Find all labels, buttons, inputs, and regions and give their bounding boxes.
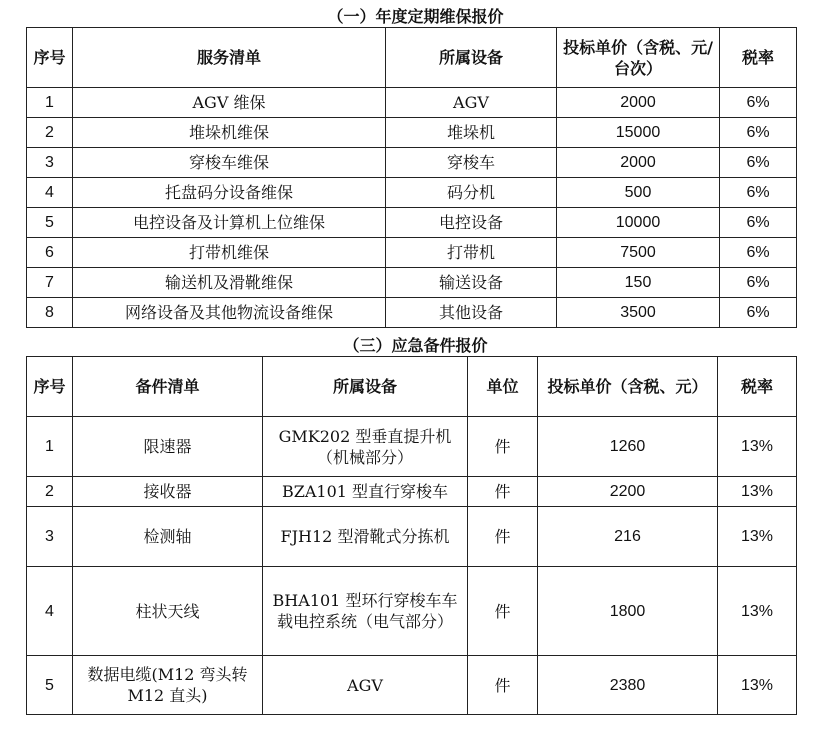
cell-price: 3500: [557, 298, 720, 328]
cell-device: 其他设备: [386, 298, 557, 328]
cell-device: FJH12 型滑靴式分拣机: [263, 507, 468, 567]
cell-tax: 6%: [720, 88, 797, 118]
cell-service: AGV 维保: [73, 88, 386, 118]
cell-price: 15000: [557, 118, 720, 148]
header-index: 序号: [27, 357, 73, 417]
cell-price: 7500: [557, 238, 720, 268]
cell-index: 5: [27, 208, 73, 238]
section1-title: （一）年度定期维保报价: [327, 7, 504, 26]
cell-price: 216: [538, 507, 718, 567]
cell-tax: 6%: [720, 118, 797, 148]
cell-index: 5: [27, 656, 73, 715]
table-row: [27, 178, 797, 208]
cell-price: 10000: [557, 208, 720, 238]
cell-device: 码分机: [386, 178, 557, 208]
header-unit: 单位: [468, 357, 538, 417]
cell-tax: 6%: [720, 268, 797, 298]
cell-index: 8: [27, 298, 73, 328]
cell-part: 数据电缆(M12 弯头转 M12 直头): [73, 656, 263, 715]
cell-unit: 件: [468, 567, 538, 656]
cell-device: AGV: [263, 656, 468, 715]
cell-price: 1260: [538, 417, 718, 477]
table-row: [27, 417, 797, 477]
cell-index: 4: [27, 567, 73, 656]
cell-tax: 6%: [720, 178, 797, 208]
cell-service: 托盘码分设备维保: [73, 178, 386, 208]
cell-price: 2000: [557, 88, 720, 118]
table-row: [27, 118, 797, 148]
cell-price: 150: [557, 268, 720, 298]
cell-index: 1: [27, 417, 73, 477]
cell-unit: 件: [468, 656, 538, 715]
cell-index: 6: [27, 238, 73, 268]
maintenance-price-table: [26, 27, 797, 328]
cell-index: 3: [27, 507, 73, 567]
header-price: 投标单价（含税、元/台次）: [557, 28, 720, 88]
cell-tax: 13%: [718, 507, 797, 567]
cell-device: 输送设备: [386, 268, 557, 298]
cell-index: 2: [27, 118, 73, 148]
table-row: [27, 477, 797, 507]
header-service: 服务清单: [73, 28, 386, 88]
table-row: [27, 298, 797, 328]
table-row: [27, 238, 797, 268]
cell-tax: 13%: [718, 656, 797, 715]
cell-device: AGV: [386, 88, 557, 118]
header-price: 投标单价（含税、元）: [538, 357, 718, 417]
header-device: 所属设备: [386, 28, 557, 88]
cell-service: 穿梭车维保: [73, 148, 386, 178]
cell-part: 接收器: [73, 477, 263, 507]
table-row: [27, 268, 797, 298]
cell-service: 输送机及滑靴维保: [73, 268, 386, 298]
cell-tax: 13%: [718, 477, 797, 507]
table-row: [27, 507, 797, 567]
cell-service: 堆垛机维保: [73, 118, 386, 148]
cell-index: 7: [27, 268, 73, 298]
section2-title: （三）应急备件报价: [343, 336, 488, 355]
cell-price: 2000: [557, 148, 720, 178]
cell-index: 1: [27, 88, 73, 118]
header-index: 序号: [27, 28, 73, 88]
table-header-row: [27, 28, 797, 88]
cell-part: 限速器: [73, 417, 263, 477]
cell-price: 2200: [538, 477, 718, 507]
cell-price: 500: [557, 178, 720, 208]
cell-service: 电控设备及计算机上位维保: [73, 208, 386, 238]
cell-device: 电控设备: [386, 208, 557, 238]
cell-service: 网络设备及其他物流设备维保: [73, 298, 386, 328]
table-row: [27, 656, 797, 715]
spare-parts-price-table: [26, 356, 797, 715]
cell-device: GMK202 型垂直提升机（机械部分）: [263, 417, 468, 477]
cell-service: 打带机维保: [73, 238, 386, 268]
header-tax: 税率: [718, 357, 797, 417]
cell-unit: 件: [468, 507, 538, 567]
cell-device: 穿梭车: [386, 148, 557, 178]
cell-tax: 6%: [720, 148, 797, 178]
cell-tax: 13%: [718, 417, 797, 477]
cell-tax: 6%: [720, 298, 797, 328]
header-part: 备件清单: [73, 357, 263, 417]
cell-price: 1800: [538, 567, 718, 656]
cell-index: 3: [27, 148, 73, 178]
cell-unit: 件: [468, 417, 538, 477]
cell-index: 2: [27, 477, 73, 507]
cell-device: BHA101 型环行穿梭车车载电控系统（电气部分）: [263, 567, 468, 656]
header-tax: 税率: [720, 28, 797, 88]
cell-tax: 13%: [718, 567, 797, 656]
cell-price: 2380: [538, 656, 718, 715]
cell-part: 检测轴: [73, 507, 263, 567]
cell-tax: 6%: [720, 208, 797, 238]
table-header-row: [27, 357, 797, 417]
cell-tax: 6%: [720, 238, 797, 268]
table-row: [27, 208, 797, 238]
table-row: [27, 88, 797, 118]
cell-part: 柱状天线: [73, 567, 263, 656]
cell-device: 堆垛机: [386, 118, 557, 148]
header-device: 所属设备: [263, 357, 468, 417]
table-row: [27, 148, 797, 178]
cell-index: 4: [27, 178, 73, 208]
cell-device: BZA101 型直行穿梭车: [263, 477, 468, 507]
cell-unit: 件: [468, 477, 538, 507]
cell-device: 打带机: [386, 238, 557, 268]
table-row: [27, 567, 797, 656]
